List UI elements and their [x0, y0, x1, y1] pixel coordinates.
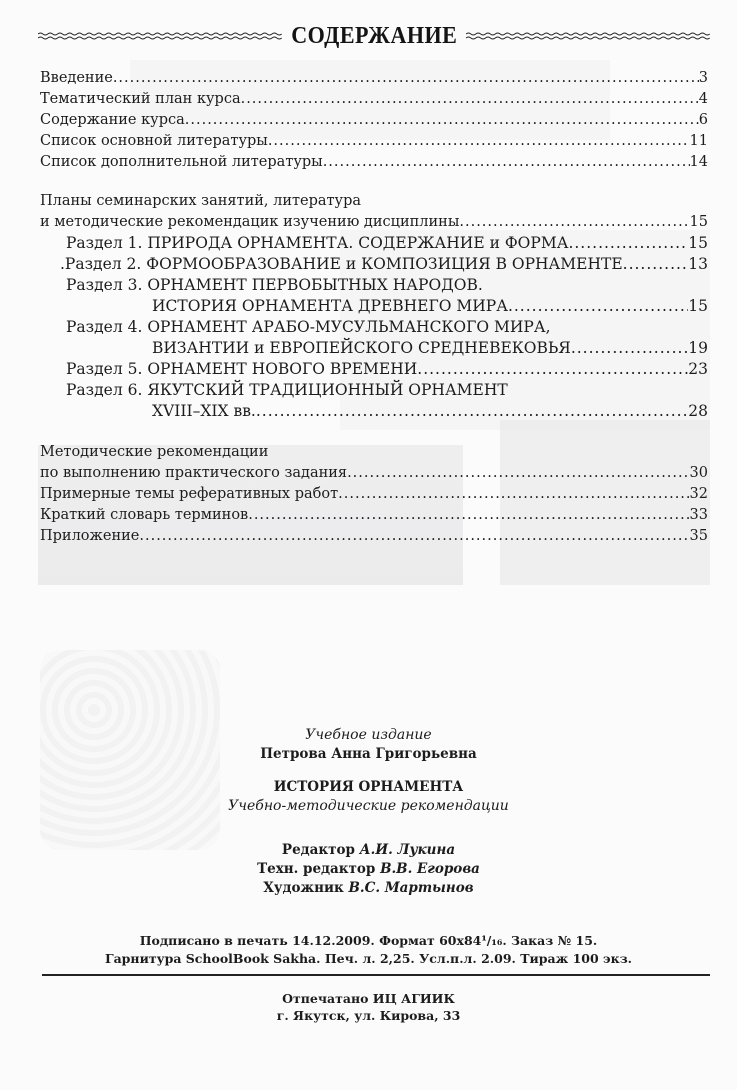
leader-dots: [568, 233, 688, 254]
divider: [42, 974, 710, 976]
leader-dots: [571, 338, 688, 359]
author-name: Петрова Анна Григорьевна: [260, 746, 477, 762]
leader-dots: [241, 89, 699, 110]
print-line: Гарнитура SchoolBook Sakha. Печ. л. 2,25. Усл.п.л. 2.09. Тираж 100 экз.: [104, 951, 633, 966]
toc-label: Список основной литературы: [40, 133, 268, 149]
printer-address: г. Якутск, ул. Кирова, 33: [276, 1008, 461, 1023]
toc-label: Планы семинарских занятий, литература: [40, 193, 362, 209]
credit-line: [0, 841, 737, 860]
toc-entry[interactable]: [40, 131, 708, 152]
leader-dots: [508, 296, 688, 317]
printer-block: [0, 990, 737, 1024]
toc-page: 3: [698, 70, 708, 86]
toc-page: 35: [689, 528, 708, 544]
print-details: [0, 932, 737, 968]
toc-label: и методические рекомендацик изучению дисциплины: [40, 214, 460, 230]
leader-dots: [248, 505, 689, 526]
toc-label: Примерные темы реферативных работ: [40, 486, 339, 502]
edition-type: Учебное издание: [305, 727, 432, 743]
toc-entry[interactable]: [40, 463, 708, 484]
credit-line: [0, 879, 737, 898]
toc-label: Раздел 3. ОРНАМЕНТ ПЕРВОБЫТНЫХ НАРОДОВ.: [66, 276, 483, 294]
leader-dots: [417, 359, 688, 380]
toc-entry-line1: [40, 191, 708, 212]
contents-header: [38, 22, 710, 50]
toc-label: ИСТОРИЯ ОРНАМЕНТА ДРЕВНЕГО МИРА: [152, 297, 508, 315]
toc-section-line1: [40, 380, 708, 401]
toc-page: 30: [689, 465, 708, 481]
edition-block: [0, 726, 737, 764]
toc-section[interactable]: [40, 296, 708, 317]
toc-section[interactable]: [40, 338, 708, 359]
leader-dots: [338, 484, 689, 505]
toc-entry[interactable]: [40, 68, 708, 89]
leader-dots: [347, 463, 689, 484]
toc-entry[interactable]: [40, 484, 708, 505]
toc-entry[interactable]: [40, 152, 708, 173]
toc-page: 11: [689, 133, 708, 149]
toc-page: 32: [689, 486, 708, 502]
credit-name: В.В. Егорова: [380, 861, 480, 877]
toc-page: 6: [698, 112, 708, 128]
toc-page: 15: [688, 297, 708, 315]
toc-label: Краткий словарь терминов: [40, 507, 249, 523]
leader-dots: [113, 68, 699, 89]
toc-section[interactable]: [40, 254, 708, 275]
credits-block: [0, 841, 737, 898]
title-block: [0, 778, 737, 816]
toc-page: 33: [689, 507, 708, 523]
toc-label: XVIII–XIX вв.: [152, 402, 256, 420]
toc-page: 15: [689, 214, 708, 230]
toc-label: Список дополнительной литературы: [40, 154, 323, 170]
toc-page: 14: [689, 154, 708, 170]
toc-page: 15: [688, 234, 708, 252]
toc-label: по выполнению практического задания: [40, 465, 348, 481]
credit-name: В.С. Мартынов: [348, 880, 474, 896]
credit-role: Редактор: [281, 842, 360, 858]
toc-entry[interactable]: [40, 110, 708, 131]
leader-dots: [323, 152, 690, 173]
toc-label: Содержание курса: [40, 112, 185, 128]
credit-role: Техн. редактор: [257, 861, 381, 877]
credit-line: [0, 860, 737, 879]
toc-label: Раздел 5. ОРНАМЕНТ НОВОГО ВРЕМЕНИ: [66, 360, 418, 378]
leader-dots: [268, 131, 690, 152]
toc-label: Тематический план курса: [40, 91, 241, 107]
leader-dots: [459, 212, 689, 233]
credit-role: Художник: [263, 880, 349, 896]
credit-name: А.И. Лукина: [359, 842, 456, 858]
book-title: ИСТОРИЯ ОРНАМЕНТА: [273, 779, 464, 795]
table-of-contents: [40, 68, 708, 547]
page-title: СОДЕРЖАНИЕ: [290, 22, 458, 49]
toc-label: ВИЗАНТИИ и ЕВРОПЕЙСКОГО СРЕДНЕВЕКОВЬЯ: [152, 339, 571, 357]
printer-name: Отпечатано ИЦ АГИИК: [282, 991, 455, 1006]
leader-dots: [256, 401, 688, 422]
toc-label: Приложение: [40, 528, 140, 544]
toc-page: 28: [688, 402, 708, 420]
print-line: Подписано в печать 14.12.2009. Формат 60x84¹/₁₆. Заказ № 15.: [139, 933, 598, 948]
leader-dots: [185, 110, 699, 131]
toc-label: .Раздел 2. ФОРМООБРАЗОВАНИЕ и КОМПОЗИЦИЯ В ОРНАМЕНТЕ: [60, 255, 623, 273]
toc-entry[interactable]: [40, 212, 708, 233]
book-subtitle: Учебно-методические рекомендации: [228, 798, 509, 814]
toc-label: Раздел 4. ОРНАМЕНТ АРАБО-МУСУЛЬМАНСКОГО МИРА,: [66, 318, 551, 336]
toc-entry[interactable]: [40, 526, 708, 547]
toc-page: 19: [688, 339, 708, 357]
toc-label: Раздел 6. ЯКУТСКИЙ ТРАДИЦИОННЫЙ ОРНАМЕНТ: [66, 381, 508, 399]
toc-section[interactable]: [40, 233, 708, 254]
toc-page: 23: [688, 360, 708, 378]
toc-label: Введение: [40, 70, 113, 86]
toc-section[interactable]: [40, 359, 708, 380]
toc-entry[interactable]: [40, 505, 708, 526]
toc-section-line1: [40, 317, 708, 338]
toc-page: 13: [688, 255, 708, 273]
toc-label: Раздел 1. ПРИРОДА ОРНАМЕНТА. СОДЕРЖАНИЕ и ФОРМА: [66, 234, 569, 252]
toc-label: Методические рекомендации: [40, 444, 269, 460]
toc-section-line1: [40, 275, 708, 296]
toc-page: 4: [698, 91, 708, 107]
leader-dots: [623, 254, 689, 275]
wavy-rule-right: [466, 31, 710, 41]
leader-dots: [139, 526, 689, 547]
toc-entry[interactable]: [40, 89, 708, 110]
toc-entry-line1: [40, 442, 708, 463]
wavy-rule-left: [38, 31, 282, 41]
toc-section[interactable]: [40, 401, 708, 422]
